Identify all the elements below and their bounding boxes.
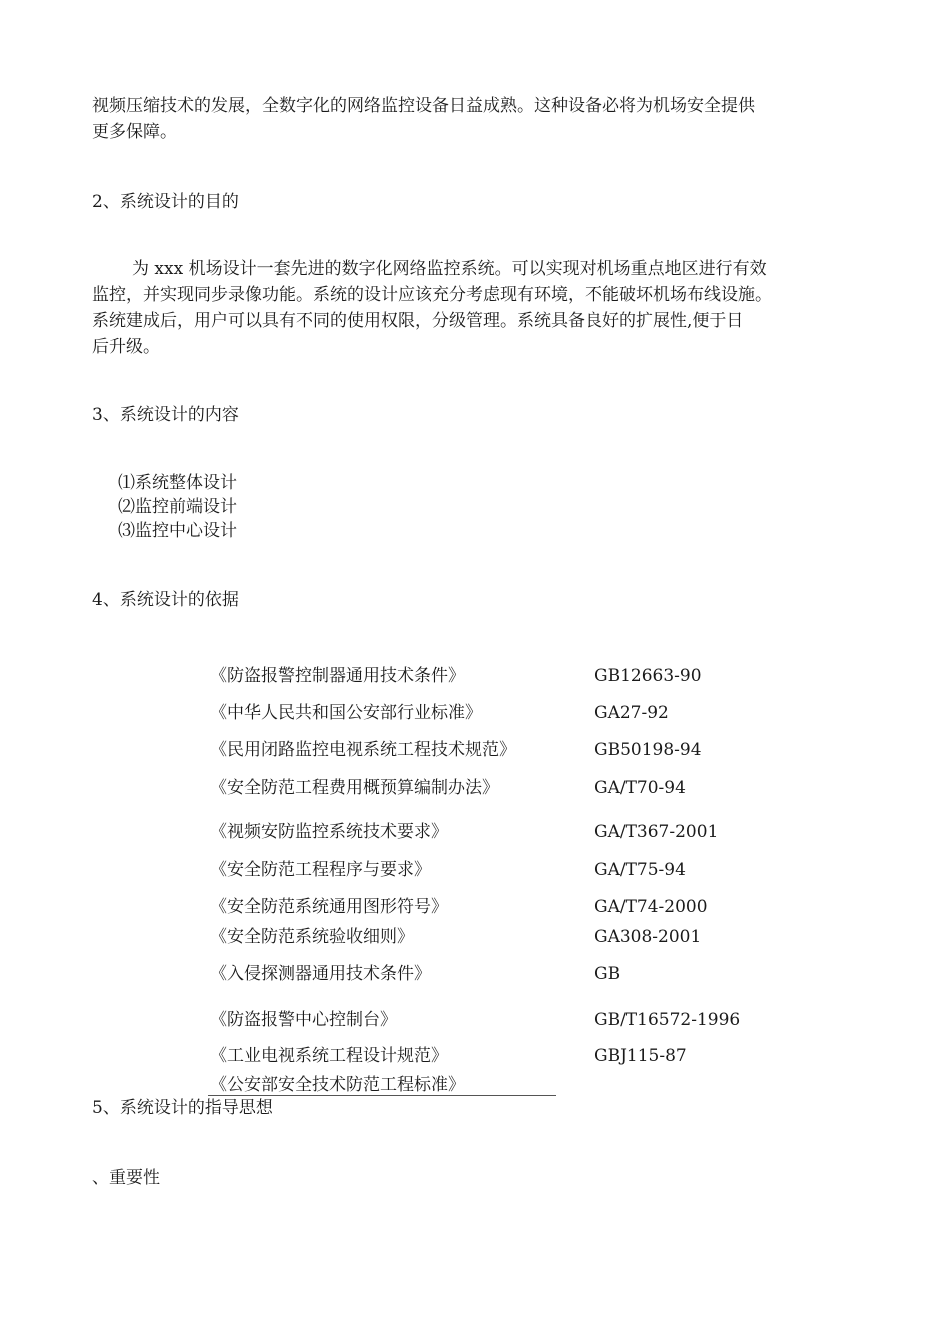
standard-code: GB50198-94 — [594, 740, 702, 760]
standard-code: GB/T16572-1996 — [594, 1010, 741, 1030]
standard-name: 《民用闭路监控电视系统工程技术规范》 — [210, 740, 516, 760]
standard-code: GA/T75-94 — [594, 860, 686, 880]
standard-name: 《安全防范系统通用图形符号》 — [210, 897, 448, 917]
standard-code: GB — [594, 964, 621, 984]
intro-line-2: 更多保障。 — [92, 122, 177, 142]
standard-code: GB12663-90 — [594, 666, 702, 686]
standard-code: GA/T70-94 — [594, 778, 686, 798]
content-list-item: ⑵监控前端设计 — [118, 497, 237, 517]
section-2-line-3: 系统建成后，用户可以具有不同的使用权限，分级管理。系统具备良好的扩展性,便于日 — [92, 311, 744, 331]
intro-line-1: 视频压缩技术的发展，全数字化的网络监控设备日益成熟。这种设备必将为机场安全提供 — [92, 96, 755, 116]
standard-code: GA/T367-2001 — [594, 822, 719, 842]
section-2-line-2: 监控，并实现同步录像功能。系统的设计应该充分考虑现有环境，不能破坏机场布线设施。 — [92, 285, 772, 305]
section-2-line-4: 后升级。 — [92, 337, 160, 357]
standard-code: GA27-92 — [594, 703, 669, 723]
section-6-heading: 、重要性 — [92, 1168, 160, 1188]
standard-name: 《工业电视系统工程设计规范》 — [210, 1046, 448, 1066]
section-5-heading: 5、系统设计的指导思想 — [92, 1098, 273, 1118]
standard-code: GBJ115-87 — [594, 1046, 687, 1066]
section-2-line-1: 为 xxx 机场设计一套先进的数字化网络监控系统。可以实现对机场重点地区进行有效 — [132, 259, 767, 279]
standard-name: 《入侵探测器通用技术条件》 — [210, 964, 431, 984]
standard-code: GA308-2001 — [594, 927, 702, 947]
section-4-heading: 4、系统设计的依据 — [92, 590, 239, 610]
section-2-heading: 2、系统设计的目的 — [92, 192, 239, 212]
standard-name: 《公安部安全技术防范工程标准》 — [210, 1075, 465, 1095]
content-list-item: ⑴系统整体设计 — [118, 473, 237, 493]
standard-name: 《防盗报警控制器通用技术条件》 — [210, 666, 465, 686]
standard-name: 《视频安防监控系统技术要求》 — [210, 822, 448, 842]
section-3-heading: 3、系统设计的内容 — [92, 405, 239, 425]
standard-name: 《中华人民共和国公安部行业标准》 — [210, 703, 482, 723]
content-list-item: ⑶监控中心设计 — [118, 521, 237, 541]
standard-code: GA/T74-2000 — [594, 897, 708, 917]
standard-name: 《安全防范系统验收细则》 — [210, 927, 414, 947]
standard-name: 《安全防范工程程序与要求》 — [210, 860, 431, 880]
standard-name: 《安全防范工程费用概预算编制办法》 — [210, 778, 499, 798]
standard-name: 《防盗报警中心控制台》 — [210, 1010, 397, 1030]
